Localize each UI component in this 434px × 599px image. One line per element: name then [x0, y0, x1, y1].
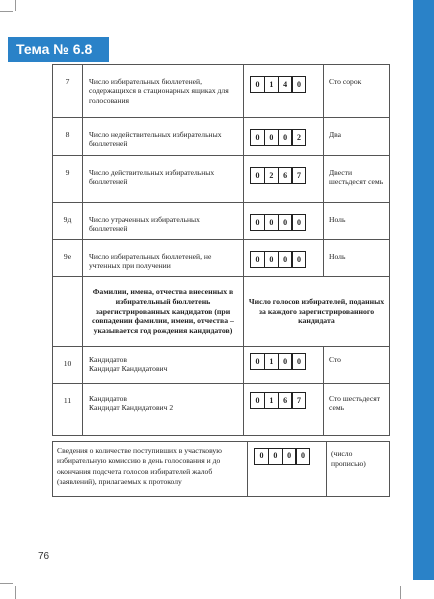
digit-cell: 0	[278, 251, 293, 268]
digit-cells	[244, 118, 324, 156]
digit-cell: 0	[291, 214, 306, 231]
digit-cell: 4	[278, 76, 293, 93]
digit-cell: 0	[250, 167, 265, 184]
candidate-line: Кандидат Кандидатович 2	[89, 403, 174, 413]
digit-cell: 0	[278, 129, 293, 146]
row-description: Число недействительных избирательных бюллетеней	[83, 118, 244, 156]
row-number: 11	[53, 384, 83, 436]
digit-cells	[244, 240, 324, 277]
digit-cell: 0	[250, 214, 265, 231]
table-row	[53, 240, 390, 277]
digit-cell: 0	[291, 353, 306, 370]
digit-cell: 1	[264, 353, 279, 370]
row-description: Число избирательных бюллетеней, не учтенных при получении	[83, 240, 244, 277]
digit-cell: 0	[278, 353, 293, 370]
digit-cell: 0	[295, 448, 310, 465]
complaints-description: Сведения о количестве поступивших в участковую избирательную комиссию в день голосования и до окончания подсчета голосов избирателей жалоб (заявлений), прилагаемых к протоколу	[53, 442, 248, 497]
digit-cell: 7	[291, 392, 306, 409]
row-description: Число утраченных избирательных бюллетеней	[83, 203, 244, 240]
empty-cell	[53, 277, 83, 347]
crop-mark	[400, 586, 401, 599]
candidates-header: Фамилии, имена, отчества внесенных в избирательный бюллетень зарегистрированных кандидатов (при совпадении фамилии, имени, отчества – указывается год рождения кандидатов)	[83, 277, 244, 347]
row-number: 9	[53, 156, 83, 203]
row-number: 8	[53, 118, 83, 156]
digit-cell: 2	[264, 167, 279, 184]
row-words: Сто шестьдесят семь	[324, 384, 390, 436]
topic-badge: Тема № 6.8	[8, 37, 109, 62]
digit-cell: 0	[264, 129, 279, 146]
protocol-table	[52, 64, 390, 436]
row-words: Два	[324, 118, 390, 156]
table-row	[53, 118, 390, 156]
digit-cell: 0	[268, 448, 283, 465]
digit-cell: 0	[264, 214, 279, 231]
table-row	[53, 203, 390, 240]
row-words: Ноль	[324, 203, 390, 240]
digit-cell: 0	[250, 76, 265, 93]
digit-cell: 0	[291, 76, 306, 93]
candidate-line: Кандидат Кандидатович	[89, 364, 168, 374]
digit-cell: 0	[250, 251, 265, 268]
digit-cell: 0	[278, 214, 293, 231]
crop-mark	[0, 11, 13, 12]
page-number: 76	[38, 551, 50, 562]
table-row	[53, 65, 390, 118]
row-number: 7	[53, 65, 83, 118]
row-number: 9д	[53, 203, 83, 240]
digit-cells	[244, 384, 324, 436]
digit-cell: 2	[291, 129, 306, 146]
digit-cell: 1	[264, 392, 279, 409]
row-description: Число избирательных бюллетеней, содержащихся в стационарных ящиках для голосования	[83, 65, 244, 118]
candidate-name	[83, 347, 244, 384]
candidate-row	[53, 347, 390, 384]
row-words: (число прописью)	[327, 442, 390, 497]
digit-cell: 0	[250, 129, 265, 146]
digit-cell: 6	[278, 392, 293, 409]
digit-cell: 7	[291, 167, 306, 184]
digit-cell: 0	[291, 251, 306, 268]
digit-cells	[244, 65, 324, 118]
digit-cells	[244, 347, 324, 384]
candidate-line: Кандидатов	[89, 355, 127, 364]
digit-cell: 0	[282, 448, 297, 465]
digit-cell: 0	[250, 392, 265, 409]
digit-cell: 0	[250, 353, 265, 370]
digit-cell: 6	[278, 167, 293, 184]
complaints-table	[52, 441, 390, 497]
sidebar-accent	[413, 0, 434, 580]
digit-cells	[244, 203, 324, 240]
table-row	[53, 156, 390, 203]
crop-mark	[15, 0, 16, 11]
row-words: Сто	[324, 347, 390, 384]
section-header-row	[53, 277, 390, 347]
candidate-row	[53, 384, 390, 436]
digit-cell: 1	[264, 76, 279, 93]
digit-cells	[248, 442, 327, 497]
row-number: 9е	[53, 240, 83, 277]
complaints-row	[53, 442, 390, 497]
crop-mark	[0, 583, 13, 584]
row-description: Число действительных избирательных бюллетеней	[83, 156, 244, 203]
digit-cell: 0	[264, 251, 279, 268]
candidate-name	[83, 384, 244, 436]
row-words: Сто сорок	[324, 65, 390, 118]
row-number: 10	[53, 347, 83, 384]
candidate-line: Кандидатов	[89, 394, 127, 403]
crop-mark	[15, 586, 16, 599]
digit-cells	[244, 156, 324, 203]
row-words: Двести шестьдесят семь	[324, 156, 390, 203]
row-words: Ноль	[324, 240, 390, 277]
digit-cell: 0	[254, 448, 269, 465]
votes-header: Число голосов избирателей, поданных за каждого зарегистрированного кандидата	[244, 277, 390, 347]
